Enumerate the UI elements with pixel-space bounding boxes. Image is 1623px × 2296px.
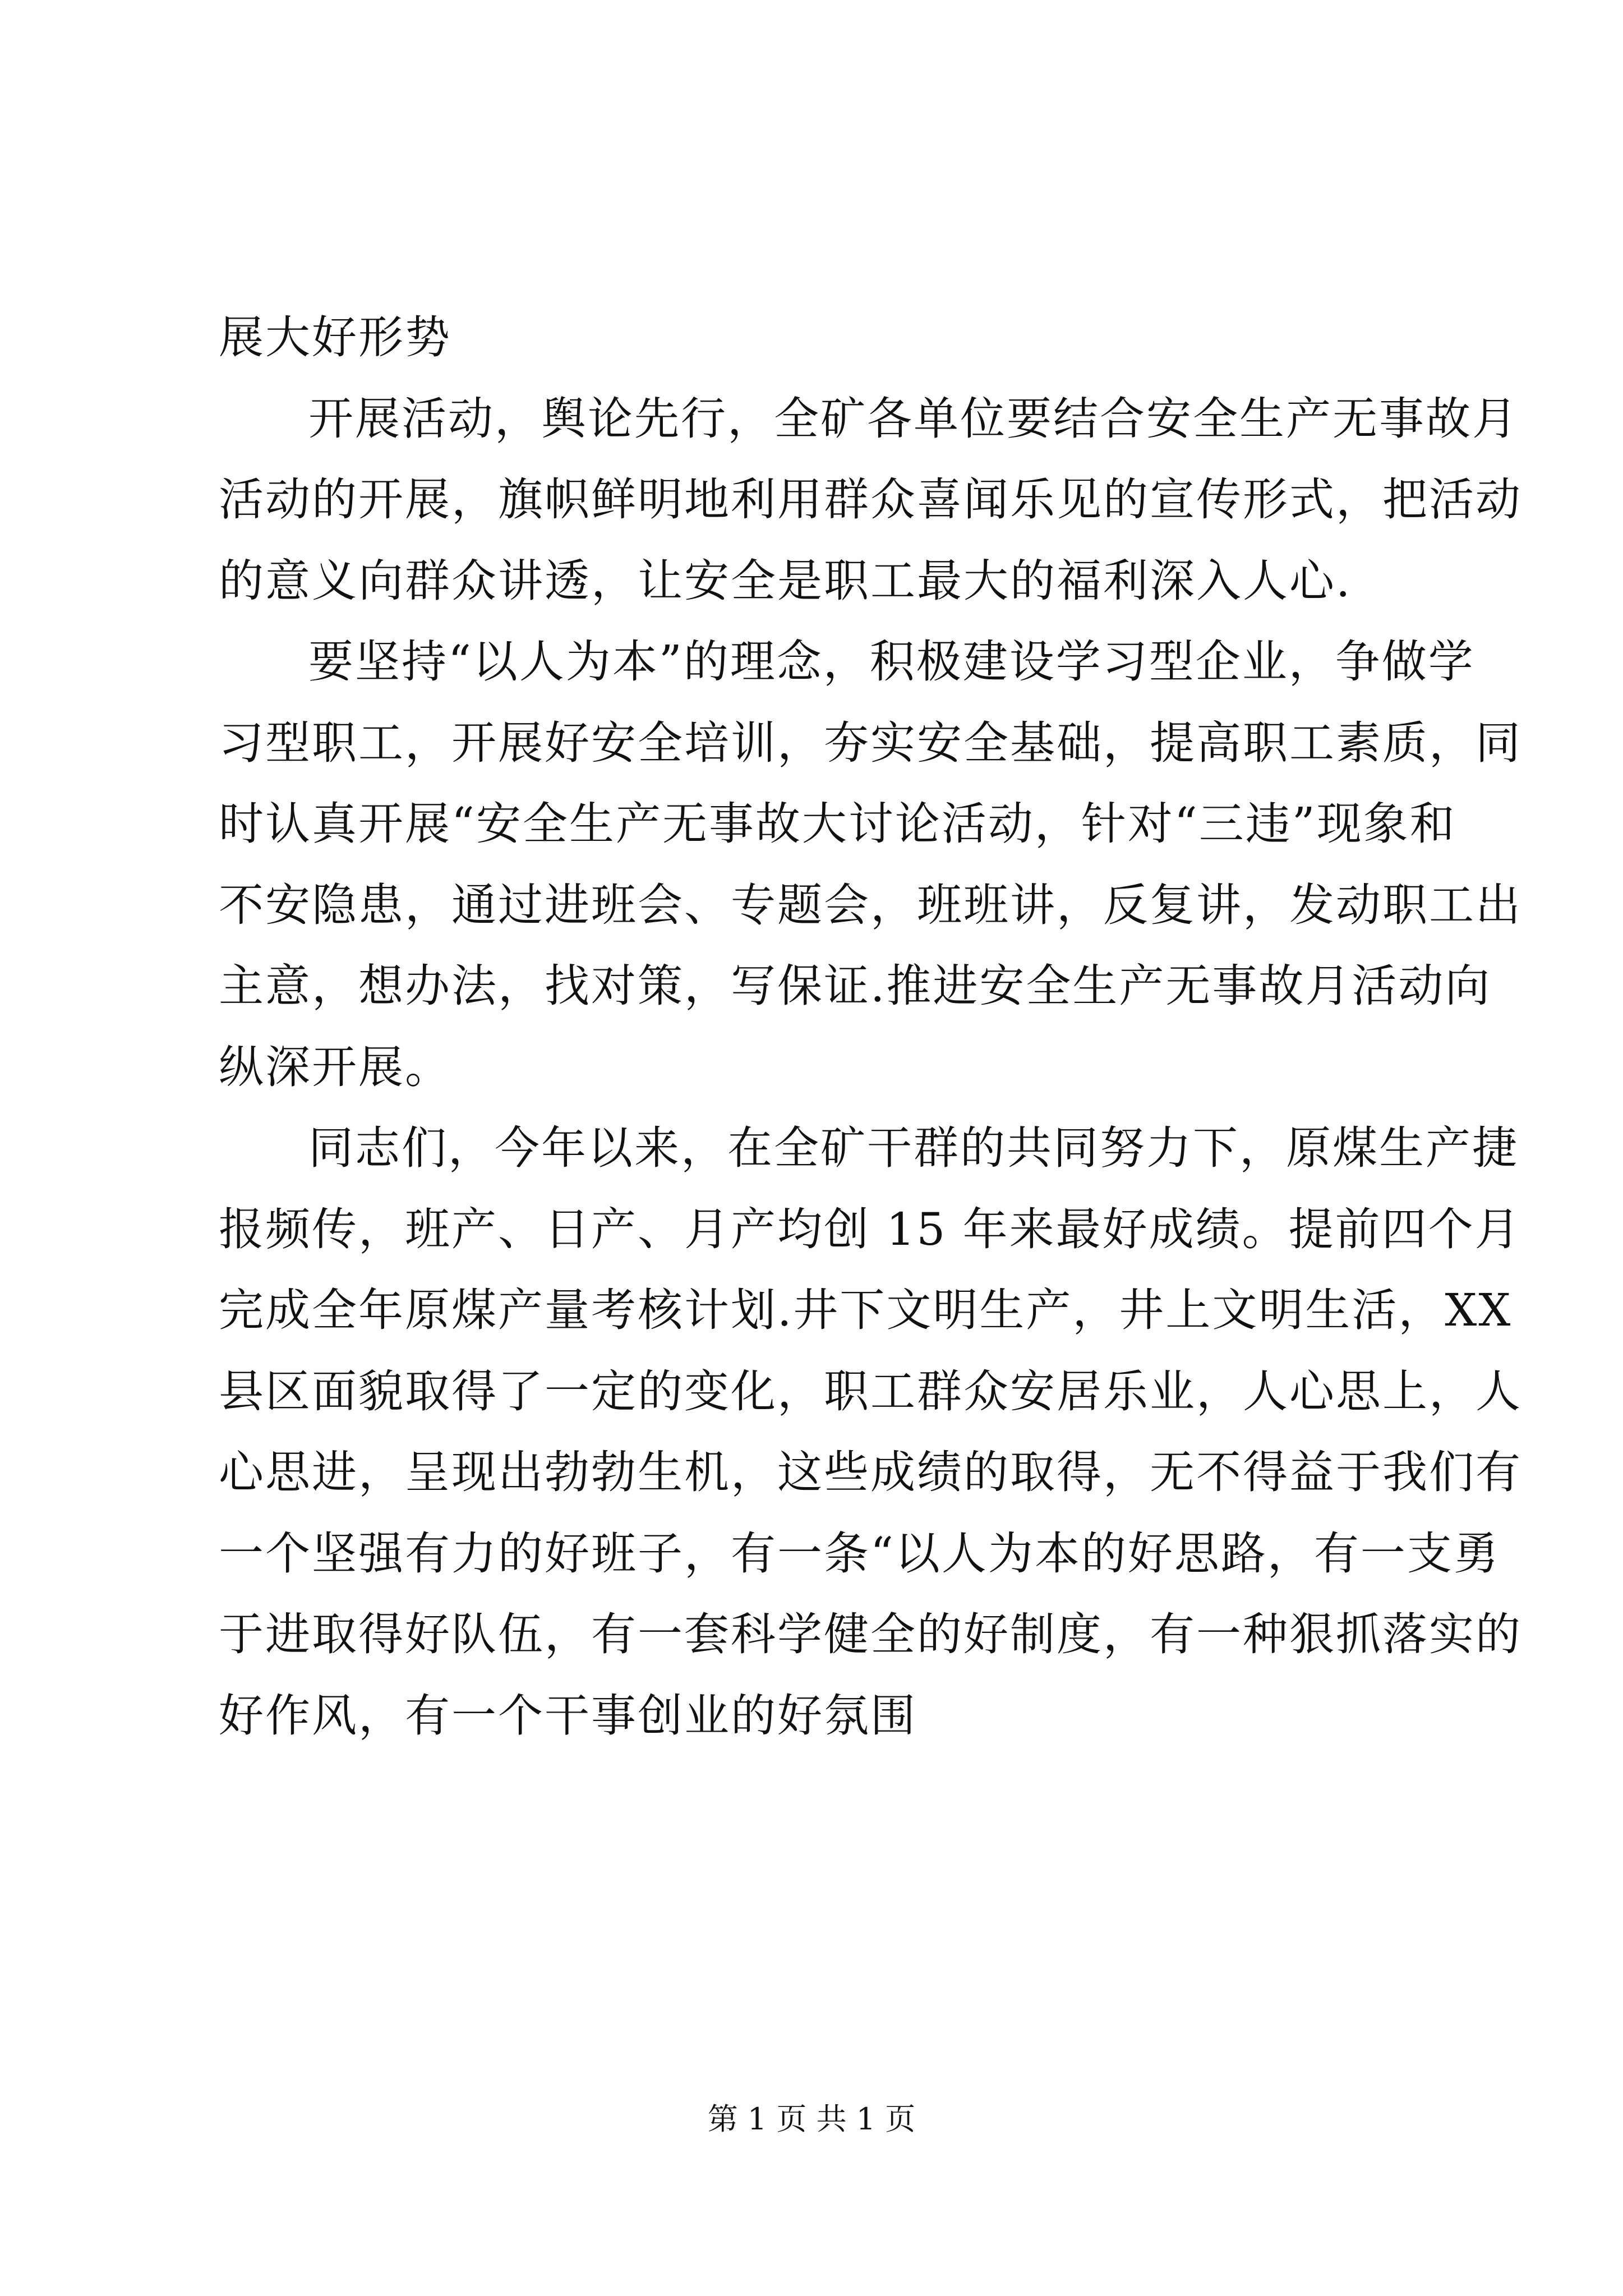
text-line: 县区面貌取得了一定的变化，职工群众安居乐业，人心思上，人 bbox=[219, 1365, 1522, 1418]
text-line: 不安隐患，通过进班会、专题会，班班讲，反复讲，发动职工出 bbox=[219, 878, 1522, 931]
page-footer: 第 1 页 共 1 页 bbox=[707, 2101, 916, 2137]
text-line: 要坚持“以人为本”的理念，积极建设学习型企业，争做学 bbox=[308, 636, 1475, 688]
text-line: 时认真开展“安全生产无事故大讨论活动，针对“三违”现象和 bbox=[219, 798, 1456, 850]
text-line: 好作风，有一个干事创业的好氛围 bbox=[219, 1689, 917, 1742]
text-line: 开展活动，舆论先行，全矿各单位要结合安全生产无事故月 bbox=[308, 392, 1519, 445]
text-line: 一个坚强有力的好班子，有一条“以人为本的好思路，有一支勇 bbox=[219, 1527, 1500, 1580]
text-line: 同志们，今年以来，在全矿干群的共同努力下，原煤生产捷 bbox=[308, 1122, 1519, 1174]
text-line: 报频传，班产、日产、月产均创 15 年来最好成绩。提前四个月 bbox=[219, 1203, 1521, 1255]
text-line: 于进取得好队伍，有一套科学健全的好制度，有一种狠抓落实的 bbox=[219, 1608, 1522, 1660]
text-line: 纵深开展。 bbox=[219, 1041, 451, 1093]
text-line: 主意，想办法，找对策，写保证.推进安全生产无事故月活动向 bbox=[219, 960, 1492, 1012]
text-line: 心思进，呈现出勃勃生机，这些成绩的取得，无不得益于我们有 bbox=[219, 1446, 1522, 1498]
document-body bbox=[219, 297, 1522, 1756]
text-line: 活动的开展，旗帜鲜明地利用群众喜闻乐见的宣传形式，把活动 bbox=[219, 473, 1522, 526]
text-line: 展大好形势 bbox=[219, 311, 451, 364]
text-line: 的意义向群众讲透，让安全是职工最大的福利深入人心. bbox=[219, 554, 1352, 607]
text-line: 完成全年原煤产量考核计划.井下文明生产，井上文明生活，XX bbox=[219, 1284, 1513, 1336]
text-line: 习型职工，开展好安全培训，夯实安全基础，提高职工素质，同 bbox=[219, 716, 1522, 769]
